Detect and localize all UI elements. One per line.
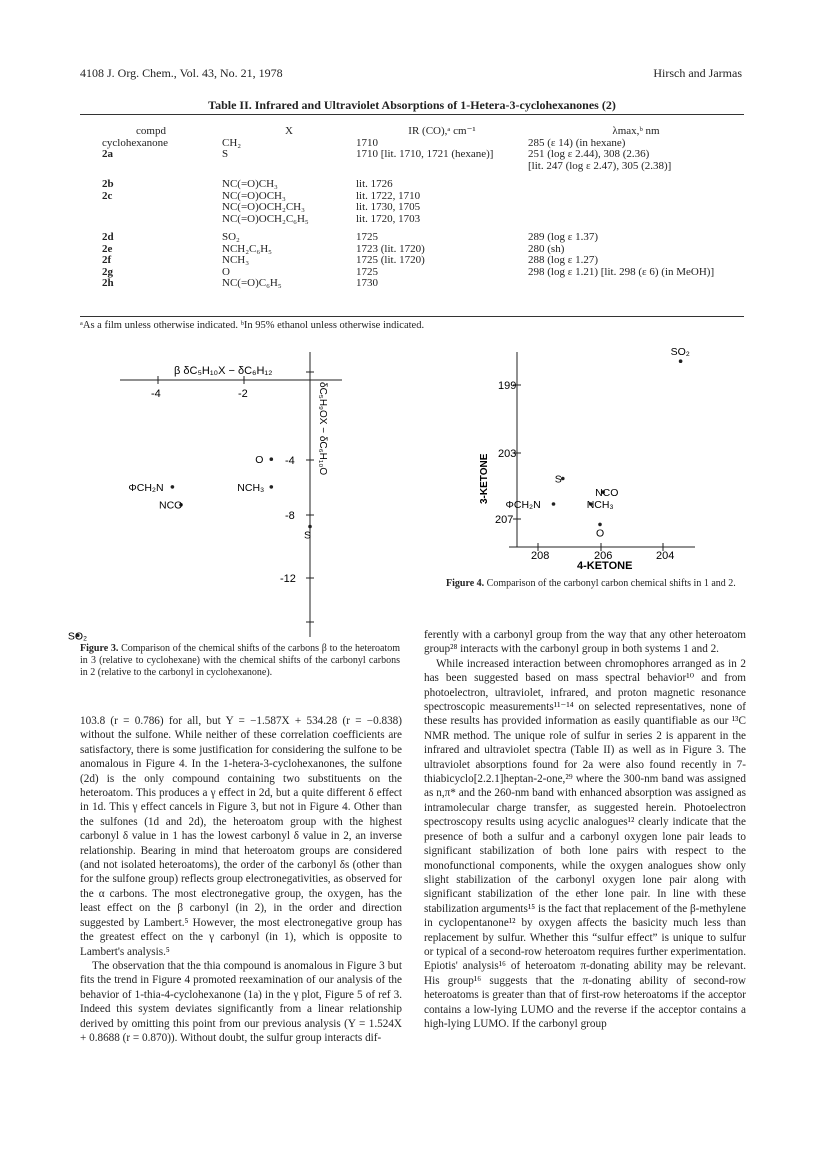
table-cell: SO₂ <box>222 231 240 243</box>
figure-4-x-tick-label: 204 <box>656 550 675 562</box>
data-point <box>171 485 175 489</box>
figure-4-caption <box>446 578 746 590</box>
table-cell: lit. 1722, 1710 <box>356 189 421 202</box>
table-footnote: ᵃAs a film unless otherwise indicated. ᵇIn 95% ethanol unless otherwise indicated. <box>80 320 425 331</box>
table-cell <box>80 161 222 173</box>
table-row <box>80 225 744 244</box>
table-cell: 251 (log ε 2.44), 308 (2.36) <box>528 148 650 160</box>
table-cell: NC(=O)OCH₃ <box>222 189 286 202</box>
paragraph: The observation that the thia compound is anomalous in Figure 3 but fits the trend in Figure 4 promoted reexamination of our analysis of the behavior of 1-thia-4-cyclohexanone (1a) in the γ plot, Figure 5 of ref 3. Indeed this system deviates significantly from a linear relationship derived by omitting this point from our previous analysis (Y = 1.524X + 0.8688 (r = 0.870)). Without doubt, the sulfur group interacts dif- <box>80 959 402 1044</box>
table-cell: 1710 <box>356 136 378 149</box>
table-cell <box>528 202 744 214</box>
figure-4-y-tick-label: 203 <box>498 448 517 460</box>
table-cell <box>528 214 744 226</box>
figure-3-y-tick-label: -8 <box>285 510 295 522</box>
data-point <box>270 457 274 461</box>
column-header-compd: compd <box>136 125 166 137</box>
data-point-label: ΦCH₂N <box>505 499 541 511</box>
data-point-label: NCH₃ <box>586 499 614 511</box>
figure-4-plot <box>465 346 715 572</box>
table-cell: NC(=O)C₆H₅ <box>222 277 282 289</box>
column-header-ir: IR (CO),ᵃ cm⁻¹ <box>408 125 476 137</box>
table-2 <box>80 126 744 290</box>
table-cell: 1725 <box>356 265 378 278</box>
table-cell: 280 (sh) <box>528 242 565 255</box>
table-row <box>80 255 744 267</box>
figure-4-y-tick-label: 199 <box>498 380 517 392</box>
figure-4-x-axis-label: 4-KETONE <box>577 560 633 572</box>
figure-3-y-axis-label: δC₅H₉OX − δC₆H₁₀O <box>317 382 328 476</box>
table-cell: 2b <box>102 178 114 190</box>
table-cell: O <box>222 265 230 278</box>
running-header-right: Hirsch and Jarmas <box>653 66 742 80</box>
figure-4-x-tick-label: 208 <box>531 550 550 562</box>
table-cell: lit. 1720, 1703 <box>356 212 421 225</box>
figure-3-x-tick-label: -4 <box>151 388 161 400</box>
table-cell: [lit. 247 (log ε 2.47), 305 (2.38)] <box>528 159 672 172</box>
data-point-label: NCO <box>159 499 183 512</box>
data-point <box>270 485 274 489</box>
table-bottom-rule <box>80 316 744 317</box>
figure-3-y-tick-label: -12 <box>280 573 296 585</box>
data-point <box>679 359 683 363</box>
table-cell: NCH₂C₆H₅ <box>222 242 273 255</box>
table-cell <box>528 172 744 191</box>
table-title: Table II. Infrared and Ultraviolet Absorptions of 1-Hetera-3-cyclohexanones (2) <box>208 98 616 112</box>
table-top-rule <box>80 114 744 115</box>
figure-4-points <box>506 346 690 539</box>
data-point-label: NCH₃ <box>237 481 265 494</box>
figure-4-caption-text: Comparison of the carbonyl carbon chemical shifts in 1 and 2. <box>486 578 736 589</box>
table-cell: NC(=O)OCH₂C₆H₅ <box>222 212 309 225</box>
running-header-left: 4108 J. Org. Chem., Vol. 43, No. 21, 1978 <box>80 66 283 80</box>
table-cell: 2a <box>102 148 113 160</box>
table-cell: cyclohexanone <box>102 136 168 149</box>
data-point-label: SO₂ <box>670 346 690 359</box>
column-header-lambda: λmax,ᵇ nm <box>612 125 660 137</box>
table-cell: 2d <box>102 231 114 243</box>
data-point-label: SO₂ <box>67 630 88 643</box>
table-row <box>80 149 744 161</box>
table-cell: CH₂ <box>222 136 242 149</box>
table-row <box>80 214 744 226</box>
table-cell: S <box>222 148 229 160</box>
figure-3-caption-label: Figure 3. <box>80 643 119 654</box>
table-cell: 1723 (lit. 1720) <box>356 242 425 255</box>
table-cell: 298 (log ε 1.21) [lit. 298 (ε 6) (in MeOH)] <box>528 265 715 278</box>
paragraph: 103.8 (r = 0.786) for all, but Y = −1.587X + 534.28 (r = −0.838) without the sulfone. While neither of these correlation coefficients are satisfactory, there is some justification for considering the sulfone to be anomalous in Figure 4. In the 1-hetera-3-cyclohexanones, the sulfone (2d) is the only compound containing two substituents on the heteroatom. This produces a γ effect in 2d, but a quite different δ effect in 1d. This γ effect cancels in Figure 3, but not in Figure 4. Other than the sulfones (1d and 2d), the heteroatom group with the highest carbonyl δ value in 1 has the lowest carbonyl δ value in 2, an inverse relationship. Bearing in mind that heteroatom groups are considered (and not isolated heteroatoms), the order of the carbonyl δs (other than for the sulfone group) reflects group electronegativities, as observed for the α carbons. The most electronegative group, the oxygen, has the least effect on the β carbonyl (in 2), in the order and direction suggested by Lambert.⁵ However, the most electronegative group has the greatest effect on the γ carbonyl (in 1), which is opposite to Lambert's analysis.⁵ <box>80 715 402 958</box>
left-column-text <box>80 714 402 1045</box>
table-cell <box>528 278 744 290</box>
figure-3-x-axis-label: β δC₅H₁₀X − δC₆H₁₂ <box>174 365 273 377</box>
figure-4-caption-label: Figure 4. <box>446 578 485 589</box>
table-cell: 2g <box>102 265 113 278</box>
table-cell: 289 (log ε 1.37) <box>528 231 599 243</box>
table-row <box>80 161 744 173</box>
table-cell: 2c <box>102 189 113 202</box>
figure-3-points <box>68 454 312 642</box>
table-cell: lit. 1726 <box>356 178 393 190</box>
table-cell: 2e <box>102 242 113 255</box>
table-cell: 1725 <box>356 231 378 243</box>
data-point-label: S <box>304 529 312 542</box>
table-cell <box>222 161 356 173</box>
table-cell: 1710 [lit. 1710, 1721 (hexane)] <box>356 148 494 160</box>
data-point-label: S <box>554 473 562 486</box>
data-point-label: O <box>255 454 264 467</box>
table-cell: 1725 (lit. 1720) <box>356 254 425 266</box>
table-cell: lit. 1730, 1705 <box>356 201 421 213</box>
table-cell <box>528 191 744 203</box>
table-cell: 1730 <box>356 277 378 289</box>
table-cell: 2h <box>102 277 114 289</box>
table-row <box>80 172 744 191</box>
paragraph: While increased interaction between chromophores arranged as in 2 has been suggested based on mass spectral behavior¹⁰ and from photoelectron, ultraviolet, infrared, and proton magnetic resonance spectroscopic measurements¹¹⁻¹⁴ on selected representatives, none of these results has provided information as easily quantifiable as our ¹³C NMR method. The unique role of sulfur in series 2 is apparent in the infrared and ultraviolet spectra (Table II) as well as in Figure 3. The ultraviolet absorptions found for 2a were also found recently in 7-thiabicyclo[2.2.1]heptan-2-one,²⁹ where the 300-nm band was assigned as n,π* and the 260-nm band with enhanced absorption was assigned as intramolecular charge transfer, as suggested herein. Photoelectron spectroscopy results using acyclic analogues¹² clearly indicate that the presence of both a sulfur and a carbonyl oxygen lone pair leads to significant stabilization of both lone pairs with respect to the monofunctional components, while the oxygen analogues show only slight stabilization of the carbonyl oxygen lone pair along with significant stabilization of the ether lone pair. In line with these stabilization arguments¹⁵ is the fact that replacement of the β-methylene in cyclopentanone¹² by oxygen affects the basicity much less than replacement by sulfur. Whether this “sulfur effect” is unique to sulfur or typical of a second-row heteroatom requires further experimentation. Epiotis' analysis¹⁶ of heteroatom π-donating ability may be relevant. His group¹⁶ suggests that the π-donating ability of second-row heteroatoms is greater than that of first-row heteroatoms if the acceptor contains a low-lying LUMO and the reverse if the acceptor contains a high-lying LUMO. If the carbonyl group <box>424 657 746 1030</box>
table-cell <box>356 161 528 173</box>
data-point <box>552 502 556 506</box>
column-header-x: X <box>285 125 293 137</box>
figure-4-y-tick-label: 207 <box>495 514 514 526</box>
figure-3-caption <box>80 643 400 679</box>
table-row <box>80 267 744 279</box>
figure-3-x-tick-label: -2 <box>238 388 248 400</box>
figure-3-plot <box>67 352 380 643</box>
table-cell: NC(=O)OCH₂CH₃ <box>222 201 305 213</box>
paragraph: ferently with a carbonyl group from the way that any other heteroatom group²⁸ interacts with the carbonyl group in both systems 1 and 2. <box>424 629 746 656</box>
table-cell <box>80 202 222 214</box>
data-point <box>308 525 312 529</box>
table-cell: 288 (log ε 1.27) <box>528 254 599 266</box>
figure-3-y-tick-label: -4 <box>285 455 295 467</box>
right-column-text <box>424 628 746 1031</box>
data-point-label: ΦCH₂N <box>128 481 164 494</box>
table-cell: 2f <box>102 254 112 266</box>
table-cell: 285 (ε 14) (in hexane) <box>528 136 626 149</box>
table-cell <box>80 214 222 226</box>
table-cell: NC(=O)CH₃ <box>222 178 278 190</box>
data-point-label: NCO <box>595 487 619 500</box>
table-row <box>80 202 744 214</box>
figure-4-y-axis-label: 3-KETONE <box>479 453 490 504</box>
data-point <box>598 523 602 527</box>
figure-3-caption-text: Comparison of the chemical shifts of the carbons β to the heteroatom in 3 (relative to cyclohexane) with the chemical shifts of the carbonyl carbons in 2 (relative to the carbonyl in cyclohexanone). <box>80 643 400 678</box>
data-point-label: O <box>596 527 605 540</box>
table-row <box>80 278 744 290</box>
table-cell: NCH₃ <box>222 254 250 266</box>
figure-4-x-tick-label: 206 <box>594 550 613 562</box>
